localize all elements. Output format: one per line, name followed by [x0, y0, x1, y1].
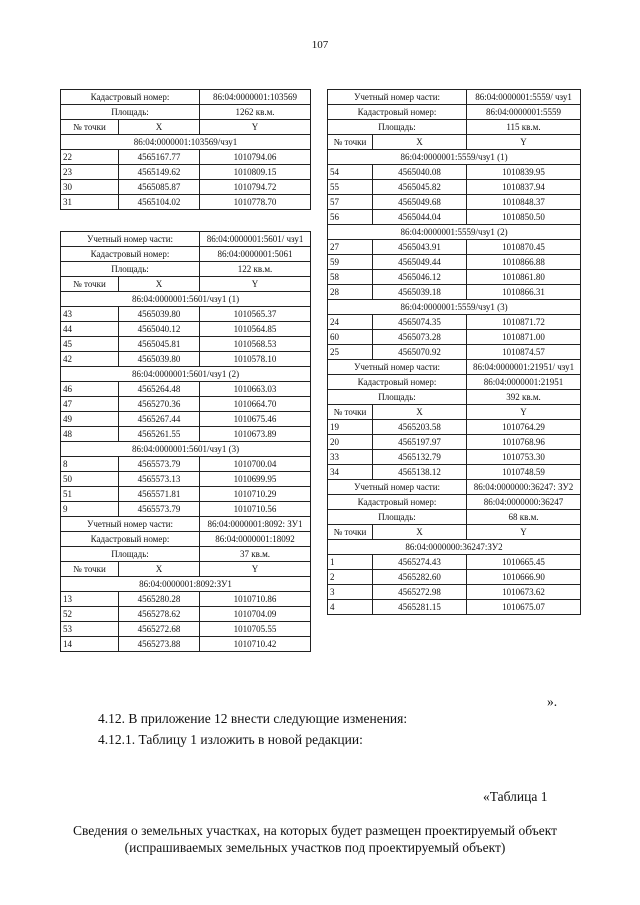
y-coordinate: 1010665.45 — [467, 555, 581, 570]
attribute-label: Учетный номер части: — [328, 480, 467, 495]
point-row — [328, 165, 581, 180]
section-label: 86:04:0000001:8092:ЗУ1 — [61, 577, 311, 592]
attribute-label: Учетный номер части: — [328, 90, 467, 105]
point-row — [328, 465, 581, 480]
y-coordinate: 1010705.55 — [200, 622, 311, 637]
y-coordinate: 1010871.72 — [467, 315, 581, 330]
point-number: 3 — [328, 585, 373, 600]
attribute-value: 86:04:0000001:5559/ чзу1 — [467, 90, 581, 105]
section-row — [61, 442, 311, 457]
point-number: 28 — [328, 285, 373, 300]
area-row — [61, 262, 311, 277]
section-row — [328, 540, 581, 555]
attribute-value: 86:04:0000001:5601/ чзу1 — [200, 232, 311, 247]
y-coordinate: 1010710.29 — [200, 487, 311, 502]
point-number: 8 — [61, 457, 119, 472]
area-value: 122 кв.м. — [200, 262, 311, 277]
point-number: 31 — [61, 195, 119, 210]
attribute-value: 86:04:0000001:18092 — [200, 532, 311, 547]
point-number: 60 — [328, 330, 373, 345]
point-row — [61, 457, 311, 472]
point-number: 49 — [61, 412, 119, 427]
area-row — [328, 510, 581, 525]
point-row — [61, 412, 311, 427]
y-coordinate: 1010778.70 — [200, 195, 311, 210]
area-value: 68 кв.м. — [467, 510, 581, 525]
point-row — [61, 397, 311, 412]
point-row — [61, 322, 311, 337]
table-header-row — [328, 405, 581, 420]
section-label: 86:04:0000001:103569/чзу1 — [61, 135, 311, 150]
y-coordinate: 1010666.90 — [467, 570, 581, 585]
x-coordinate: 4565039.80 — [119, 307, 200, 322]
table-header-row — [61, 277, 311, 292]
point-row — [61, 382, 311, 397]
attribute-row — [328, 480, 581, 495]
point-number: 44 — [61, 322, 119, 337]
point-number: 48 — [61, 427, 119, 442]
point-number: 27 — [328, 240, 373, 255]
point-row — [328, 195, 581, 210]
table-header-row — [61, 562, 311, 577]
point-number-header: № точки — [61, 562, 119, 577]
section-row — [328, 150, 581, 165]
point-number: 1 — [328, 555, 373, 570]
point-number: 20 — [328, 435, 373, 450]
point-number: 47 — [61, 397, 119, 412]
point-number: 43 — [61, 307, 119, 322]
point-row — [328, 270, 581, 285]
x-coordinate: 4565039.18 — [373, 285, 467, 300]
point-row — [61, 637, 311, 652]
attribute-label: Кадастровый номер: — [328, 495, 467, 510]
y-coordinate: 1010753.30 — [467, 450, 581, 465]
point-row — [328, 450, 581, 465]
attribute-label: Кадастровый номер: — [61, 532, 200, 547]
table-header-row — [328, 135, 581, 150]
attribute-row — [328, 105, 581, 120]
x-coordinate: 4565573.13 — [119, 472, 200, 487]
point-number: 22 — [61, 150, 119, 165]
section-label: 86:04:0000001:5601/чзу1 (1) — [61, 292, 311, 307]
y-coordinate: 1010871.00 — [467, 330, 581, 345]
area-value: 115 кв.м. — [467, 120, 581, 135]
y-coordinate: 1010768.96 — [467, 435, 581, 450]
attribute-row — [328, 375, 581, 390]
x-coordinate: 4565040.08 — [373, 165, 467, 180]
table-header-row — [61, 120, 311, 135]
section-label: 86:04:0000000:36247:ЗУ2 — [328, 540, 581, 555]
point-row — [61, 307, 311, 322]
x-coordinate: 4565049.44 — [373, 255, 467, 270]
y-coordinate: 1010794.06 — [200, 150, 311, 165]
x-header: X — [119, 277, 200, 292]
y-coordinate: 1010710.56 — [200, 502, 311, 517]
x-coordinate: 4565573.79 — [119, 457, 200, 472]
y-coordinate: 1010764.29 — [467, 420, 581, 435]
point-number: 2 — [328, 570, 373, 585]
point-row — [328, 255, 581, 270]
x-coordinate: 4565045.81 — [119, 337, 200, 352]
point-number: 24 — [328, 315, 373, 330]
point-number-header: № точки — [328, 135, 373, 150]
point-number: 54 — [328, 165, 373, 180]
x-coordinate: 4565272.98 — [373, 585, 467, 600]
y-coordinate: 1010700.04 — [200, 457, 311, 472]
area-label: Площадь: — [328, 120, 467, 135]
attribute-value: 86:04:0000001:21951 — [467, 375, 581, 390]
section-row — [61, 292, 311, 307]
y-coordinate: 1010673.62 — [467, 585, 581, 600]
point-number-header: № точки — [328, 525, 373, 540]
x-coordinate: 4565149.62 — [119, 165, 200, 180]
x-coordinate: 4565070.92 — [373, 345, 467, 360]
attribute-row — [328, 495, 581, 510]
x-header: X — [373, 405, 467, 420]
point-number: 45 — [61, 337, 119, 352]
y-coordinate: 1010748.59 — [467, 465, 581, 480]
point-number: 34 — [328, 465, 373, 480]
section-row — [61, 367, 311, 382]
point-number: 58 — [328, 270, 373, 285]
attribute-row — [61, 232, 311, 247]
point-number-header: № точки — [61, 120, 119, 135]
y-coordinate: 1010699.95 — [200, 472, 311, 487]
point-row — [328, 585, 581, 600]
attribute-row — [61, 517, 311, 532]
amendment-line-2: 4.12.1. Таблицу 1 изложить в новой редакции: — [98, 732, 363, 747]
x-coordinate: 4565274.43 — [373, 555, 467, 570]
x-coordinate: 4565203.58 — [373, 420, 467, 435]
y-coordinate: 1010565.37 — [200, 307, 311, 322]
y-coordinate: 1010568.53 — [200, 337, 311, 352]
page-number: 107 — [311, 39, 329, 51]
point-row — [328, 330, 581, 345]
y-coordinate: 1010866.88 — [467, 255, 581, 270]
attribute-value: 86:04:0000001:8092: ЗУ1 — [200, 517, 311, 532]
area-value: 37 кв.м. — [200, 547, 311, 562]
y-coordinate: 1010675.46 — [200, 412, 311, 427]
point-number: 9 — [61, 502, 119, 517]
x-coordinate: 4565049.68 — [373, 195, 467, 210]
x-coordinate: 4565261.55 — [119, 427, 200, 442]
section-label: 86:04:0000001:5559/чзу1 (3) — [328, 300, 581, 315]
y-coordinate: 1010794.72 — [200, 180, 311, 195]
point-row — [61, 502, 311, 517]
y-coordinate: 1010874.57 — [467, 345, 581, 360]
section-label: 86:04:0000001:5601/чзу1 (3) — [61, 442, 311, 457]
attribute-value: 86:04:0000000:36247 — [467, 495, 581, 510]
point-row — [61, 622, 311, 637]
section-row — [328, 225, 581, 240]
table-header-row — [328, 525, 581, 540]
y-coordinate: 1010578.10 — [200, 352, 311, 367]
coordinates-table-5559-21951-36247 — [327, 89, 581, 615]
point-number: 42 — [61, 352, 119, 367]
attribute-value: 86:04:0000000:36247: ЗУ2 — [467, 480, 581, 495]
x-coordinate: 4565167.77 — [119, 150, 200, 165]
area-label: Площадь: — [328, 390, 467, 405]
point-row — [328, 570, 581, 585]
point-number: 57 — [328, 195, 373, 210]
x-coordinate: 4565282.60 — [373, 570, 467, 585]
section-row — [61, 577, 311, 592]
x-coordinate: 4565273.88 — [119, 637, 200, 652]
y-coordinate: 1010673.89 — [200, 427, 311, 442]
y-header: Y — [200, 277, 311, 292]
y-coordinate: 1010848.37 — [467, 195, 581, 210]
point-row — [328, 600, 581, 615]
attribute-label: Кадастровый номер: — [328, 105, 467, 120]
x-coordinate: 4565043.91 — [373, 240, 467, 255]
area-row — [61, 547, 311, 562]
x-coordinate: 4565573.79 — [119, 502, 200, 517]
closing-quote: ». — [547, 694, 558, 709]
area-row — [328, 390, 581, 405]
point-row — [61, 352, 311, 367]
y-coordinate: 1010839.95 — [467, 165, 581, 180]
attribute-row — [61, 90, 311, 105]
section-label: 86:04:0000001:5559/чзу1 (1) — [328, 150, 581, 165]
x-coordinate: 4565039.80 — [119, 352, 200, 367]
point-number-header: № точки — [61, 277, 119, 292]
attribute-label: Кадастровый номер: — [328, 375, 467, 390]
point-row — [61, 195, 311, 210]
attribute-row — [61, 247, 311, 262]
section-label: 86:04:0000001:5601/чзу1 (2) — [61, 367, 311, 382]
table-label: «Таблица 1 — [483, 789, 548, 804]
x-coordinate: 4565270.36 — [119, 397, 200, 412]
x-coordinate: 4565278.62 — [119, 607, 200, 622]
attribute-value: 1262 кв.м. — [200, 105, 311, 120]
point-row — [328, 435, 581, 450]
point-row — [61, 337, 311, 352]
y-header: Y — [467, 405, 581, 420]
attribute-row — [61, 532, 311, 547]
area-label: Площадь: — [61, 547, 200, 562]
point-row — [61, 487, 311, 502]
point-number: 56 — [328, 210, 373, 225]
point-number: 59 — [328, 255, 373, 270]
attribute-label: Кадастровый номер: — [61, 247, 200, 262]
point-row — [61, 472, 311, 487]
section-row — [328, 300, 581, 315]
x-coordinate: 4565104.02 — [119, 195, 200, 210]
point-row — [61, 607, 311, 622]
attribute-label: Учетный номер части: — [61, 517, 200, 532]
x-coordinate: 4565281.15 — [373, 600, 467, 615]
y-coordinate: 1010866.31 — [467, 285, 581, 300]
attribute-row — [328, 90, 581, 105]
area-label: Площадь: — [61, 262, 200, 277]
attribute-label: Учетный номер части: — [328, 360, 467, 375]
point-number: 19 — [328, 420, 373, 435]
y-coordinate: 1010837.94 — [467, 180, 581, 195]
area-label: Площадь: — [328, 510, 467, 525]
x-coordinate: 4565571.81 — [119, 487, 200, 502]
x-coordinate: 4565073.28 — [373, 330, 467, 345]
attribute-row — [61, 105, 311, 120]
area-value: 392 кв.м. — [467, 390, 581, 405]
point-number-header: № точки — [328, 405, 373, 420]
y-coordinate: 1010850.50 — [467, 210, 581, 225]
attribute-label: Площадь: — [61, 105, 200, 120]
point-number: 53 — [61, 622, 119, 637]
x-coordinate: 4565044.04 — [373, 210, 467, 225]
point-row — [328, 240, 581, 255]
point-row — [328, 210, 581, 225]
point-row — [61, 165, 311, 180]
point-row — [328, 345, 581, 360]
attribute-row — [328, 360, 581, 375]
point-number: 52 — [61, 607, 119, 622]
x-coordinate: 4565074.35 — [373, 315, 467, 330]
x-coordinate: 4565264.48 — [119, 382, 200, 397]
area-row — [328, 120, 581, 135]
x-header: X — [373, 135, 467, 150]
x-coordinate: 4565138.12 — [373, 465, 467, 480]
attribute-value: 86:04:0000001:5559 — [467, 105, 581, 120]
y-coordinate: 1010809.15 — [200, 165, 311, 180]
amendment-line-1: 4.12. В приложение 12 внести следующие изменения: — [98, 711, 408, 726]
point-row — [328, 420, 581, 435]
attribute-value: 86:04:0000001:5061 — [200, 247, 311, 262]
y-coordinate: 1010564.85 — [200, 322, 311, 337]
coordinates-table-103569 — [60, 89, 311, 210]
y-coordinate: 1010663.03 — [200, 382, 311, 397]
point-number: 13 — [61, 592, 119, 607]
x-coordinate: 4565267.44 — [119, 412, 200, 427]
point-row — [328, 285, 581, 300]
x-header: X — [119, 562, 200, 577]
point-row — [328, 555, 581, 570]
x-coordinate: 4565046.12 — [373, 270, 467, 285]
x-header: X — [119, 120, 200, 135]
point-row — [61, 592, 311, 607]
y-coordinate: 1010710.86 — [200, 592, 311, 607]
point-row — [61, 180, 311, 195]
table-caption: Сведения о земельных участках, на которых будет размещен проектируемый объект (испрашиваемых земельных участков под проектируемый объект) — [72, 823, 558, 855]
y-header: Y — [467, 525, 581, 540]
x-coordinate: 4565280.28 — [119, 592, 200, 607]
point-number: 33 — [328, 450, 373, 465]
point-row — [328, 180, 581, 195]
attribute-label: Кадастровый номер: — [61, 90, 200, 105]
y-coordinate: 1010710.42 — [200, 637, 311, 652]
coordinates-table-5601-8092 — [60, 231, 311, 652]
x-coordinate: 4565085.87 — [119, 180, 200, 195]
y-coordinate: 1010870.45 — [467, 240, 581, 255]
point-number: 14 — [61, 637, 119, 652]
x-coordinate: 4565040.12 — [119, 322, 200, 337]
section-label: 86:04:0000001:5559/чзу1 (2) — [328, 225, 581, 240]
x-coordinate: 4565197.97 — [373, 435, 467, 450]
y-coordinate: 1010861.80 — [467, 270, 581, 285]
section-row — [61, 135, 311, 150]
point-row — [61, 427, 311, 442]
point-row — [61, 150, 311, 165]
point-number: 46 — [61, 382, 119, 397]
y-header: Y — [467, 135, 581, 150]
point-number: 25 — [328, 345, 373, 360]
x-coordinate: 4565132.79 — [373, 450, 467, 465]
point-row — [328, 315, 581, 330]
x-header: X — [373, 525, 467, 540]
y-coordinate: 1010675.07 — [467, 600, 581, 615]
y-header: Y — [200, 562, 311, 577]
x-coordinate: 4565045.82 — [373, 180, 467, 195]
point-number: 23 — [61, 165, 119, 180]
point-number: 51 — [61, 487, 119, 502]
y-coordinate: 1010664.70 — [200, 397, 311, 412]
y-coordinate: 1010704.09 — [200, 607, 311, 622]
point-number: 4 — [328, 600, 373, 615]
attribute-value: 86:04:0000001:103569 — [200, 90, 311, 105]
point-number: 30 — [61, 180, 119, 195]
attribute-label: Учетный номер части: — [61, 232, 200, 247]
x-coordinate: 4565272.68 — [119, 622, 200, 637]
attribute-value: 86:04:0000001:21951/ чзу1 — [467, 360, 581, 375]
point-number: 50 — [61, 472, 119, 487]
y-header: Y — [200, 120, 311, 135]
point-number: 55 — [328, 180, 373, 195]
